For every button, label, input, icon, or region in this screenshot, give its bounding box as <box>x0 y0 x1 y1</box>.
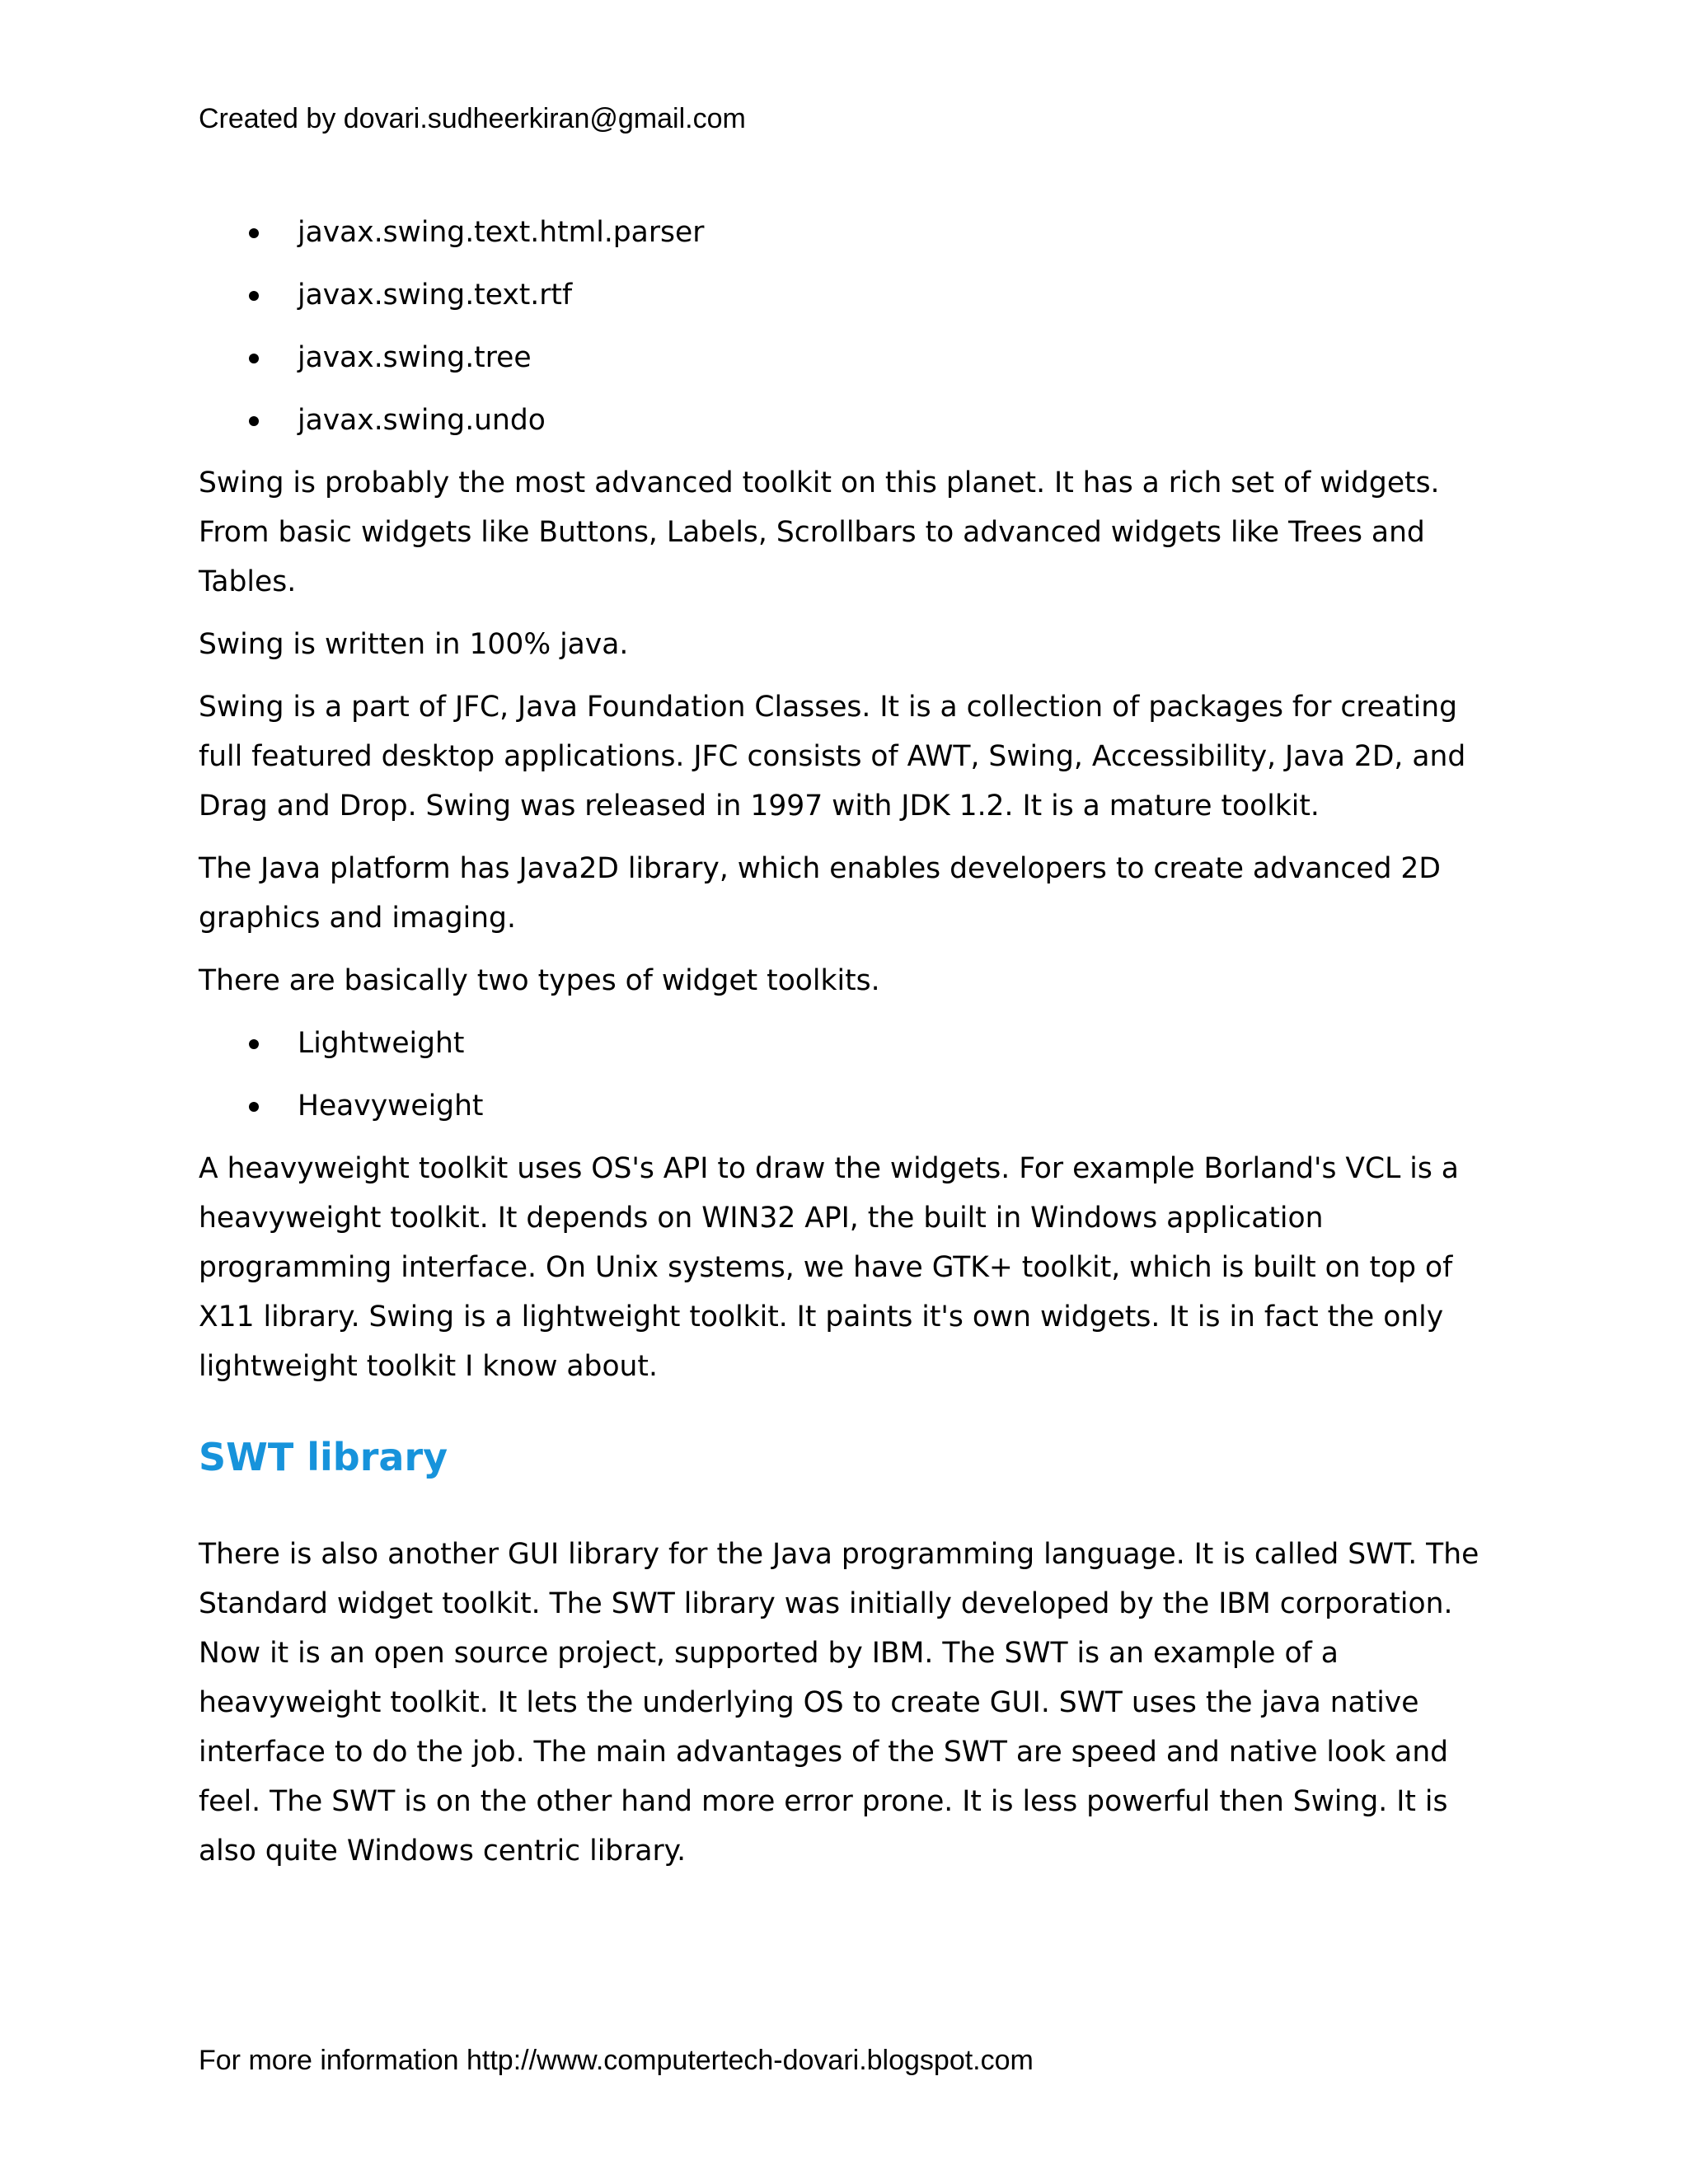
paragraph-toolkit-types: There are basically two types of widget toolkits. <box>199 964 880 997</box>
bullet-icon <box>249 228 259 238</box>
list-item-text: javax.swing.undo <box>298 404 546 437</box>
list-item-text: Lightweight <box>298 1027 465 1060</box>
page-header: Created by dovari.sudheerkiran@gmail.com <box>199 103 746 134</box>
paragraph-heavyweight: A heavyweight toolkit uses OS's API to draw the widgets. For example Borland's VCL is a heavyweight toolkit. It depends on WIN32 API, the built in Windows application programming interface. On Unix systems, we have GTK+ toolkit, which is built on top of X11 library. Swing is a lightweight toolkit. It paints it's own widgets. It is in fact the only lightweight toolkit I know about. <box>199 1152 1459 1383</box>
paragraph-swing-jfc: Swing is a part of JFC, Java Foundation Classes. It is a collection of packages for creating full featured desktop applications. JFC consists of AWT, Swing, Accessibility, Java 2D, and Drag and Drop. Swing was released in 1997 with JDK 1.2. It is a mature toolkit. <box>199 691 1466 823</box>
bullet-icon <box>249 291 259 301</box>
list-item <box>199 1019 1501 1068</box>
page-content <box>199 208 1501 1889</box>
list-item-text: javax.swing.text.rtf <box>298 279 573 312</box>
list-item <box>199 396 1501 445</box>
list-item <box>199 333 1501 382</box>
paragraph-swing-advanced: Swing is probably the most advanced toolkit on this planet. It has a rich set of widgets. From basic widgets like Buttons, Labels, Scrollbars to advanced widgets like Trees and Tables. <box>199 466 1440 598</box>
bullet-icon <box>249 354 259 363</box>
paragraph-swing-java: Swing is written in 100% java. <box>199 628 629 661</box>
page-footer: For more information http://www.computertech-dovari.blogspot.com <box>199 2045 1034 2076</box>
list-item-text: javax.swing.tree <box>298 341 532 374</box>
section-heading-swt: SWT library <box>199 1435 448 1479</box>
swing-package-list <box>199 208 1501 445</box>
paragraph-java2d: The Java platform has Java2D library, which enables developers to create advanced 2D graphics and imaging. <box>199 852 1441 935</box>
list-item-text: Heavyweight <box>298 1090 484 1122</box>
paragraph-swt: There is also another GUI library for the Java programming language. It is called SWT. The Standard widget toolkit. The SWT library was initially developed by the IBM corporation. Now it is an open source project, supported by IBM. The SWT is an example of a heavyweight toolkit. It lets the underlying OS to create GUI. SWT uses the java native interface to do the job. The main advantages of the SWT are speed and native look and feel. The SWT is on the other hand more error prone. It is less powerful then Swing. It is also quite Windows centric library. <box>199 1538 1479 1868</box>
list-item <box>199 270 1501 320</box>
list-item-text: javax.swing.text.html.parser <box>298 216 705 249</box>
bullet-icon <box>249 1039 259 1049</box>
list-item <box>199 208 1501 257</box>
list-item <box>199 1081 1501 1131</box>
bullet-icon <box>249 1102 259 1112</box>
toolkit-type-list <box>199 1019 1501 1131</box>
bullet-icon <box>249 416 259 426</box>
